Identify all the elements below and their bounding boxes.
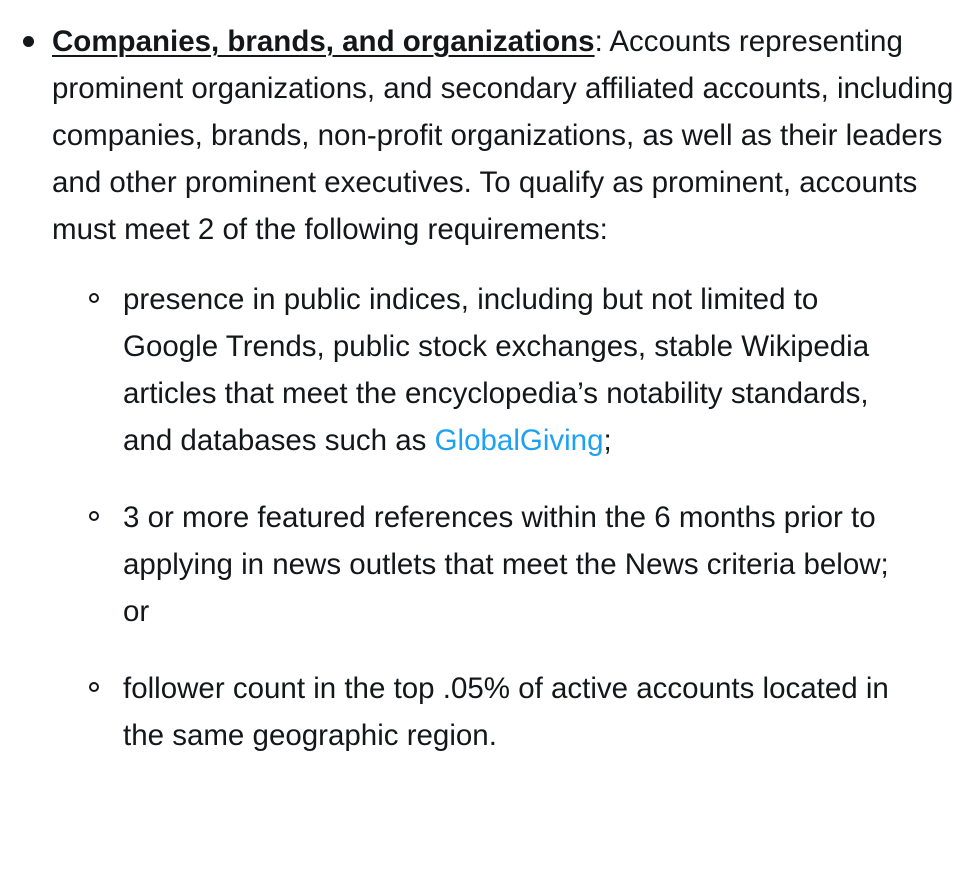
bullet-icon [23, 36, 34, 47]
requirement-item-follower-count [0, 665, 975, 759]
requirement-text: follower count in the top .05% of active accounts located in the same geographic region. [123, 672, 889, 752]
document-content [0, 18, 975, 789]
section-description: Accounts representing prominent organizations, and secondary affiliated accounts, including companies, brands, non-profit organizations, as well as their leaders and other prominent executives. To qualify as prominent, accounts must meet 2 of the following requirements: [52, 25, 954, 246]
section-term: Companies, brands, and organizations [52, 25, 595, 58]
term-colon: : [594, 25, 603, 58]
hollow-bullet-icon [89, 293, 99, 303]
requirement-text-end: ; [603, 424, 612, 457]
list-item-companies-brands-organizations [0, 18, 975, 253]
requirement-item-public-indices [0, 276, 975, 464]
requirement-item-featured-references [0, 494, 975, 635]
globalgiving-link[interactable]: GlobalGiving [434, 424, 604, 457]
hollow-bullet-icon [89, 682, 99, 692]
hollow-bullet-icon [89, 511, 99, 521]
requirement-text: 3 or more featured references within the 6 months prior to applying in news outlets that meet the News criteria below; or [123, 501, 889, 628]
requirement-text: presence in public indices, including but not limited to Google Trends, public stock exchanges, stable Wikipedia articles that meet the encyclopedia’s notability standards, and databases such as [123, 283, 870, 457]
